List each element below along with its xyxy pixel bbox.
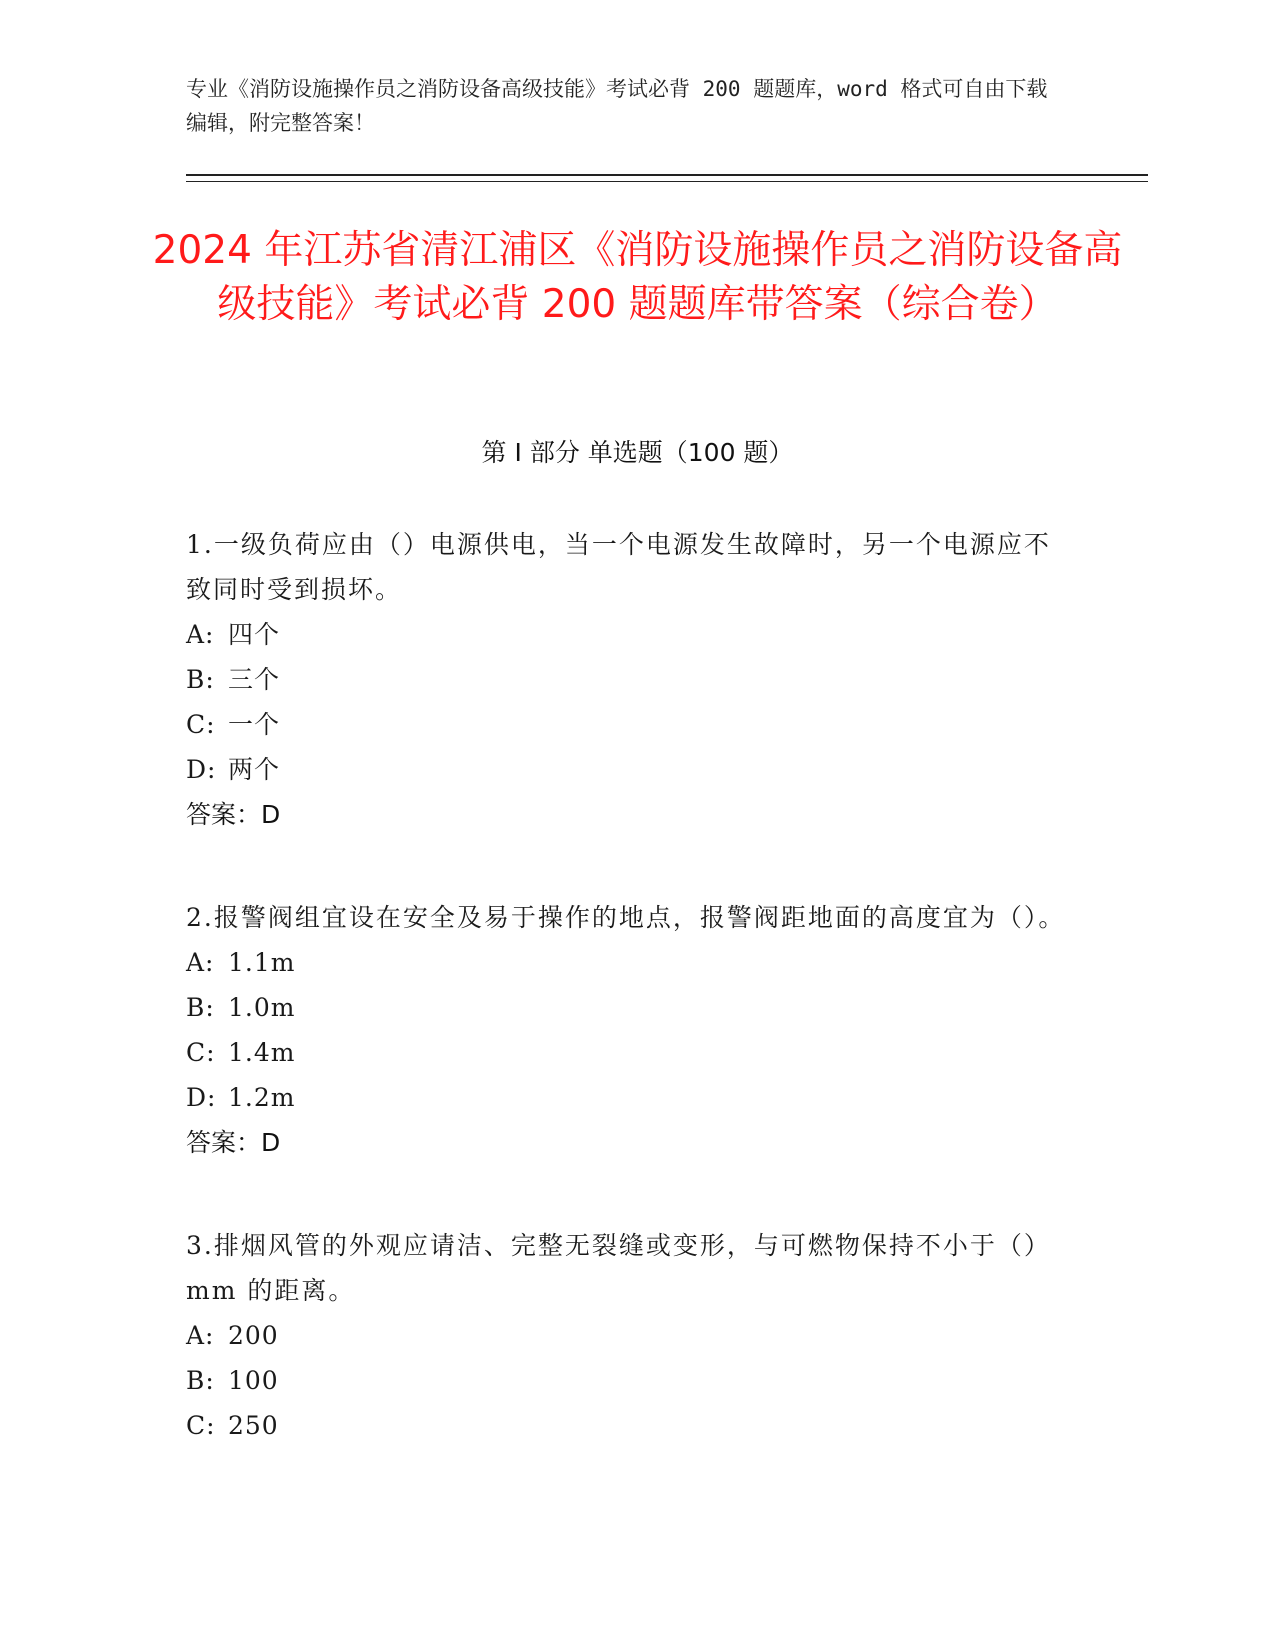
answer-option: [186, 940, 1066, 985]
answer-option: [186, 657, 1066, 702]
answer-line: 答案：D: [186, 800, 281, 829]
option-text: 一个: [228, 710, 281, 739]
option-text: 200: [228, 1321, 279, 1350]
question-block: [186, 522, 1066, 837]
section-title: 第 I 部分 单选题（100 题）: [481, 438, 794, 467]
answer-option: [186, 702, 1066, 747]
question-stem: 3.排烟风管的外观应请洁、完整无裂缝或变形，与可燃物保持不小于（）mm 的距离。: [186, 1231, 1051, 1305]
option-key: D:: [186, 755, 217, 784]
answer-option: [186, 747, 1066, 792]
option-text: 100: [228, 1366, 279, 1395]
option-key: A:: [186, 948, 215, 977]
header-divider-thin: [186, 181, 1148, 182]
option-text: 1.0m: [228, 993, 296, 1022]
option-key: B:: [186, 993, 215, 1022]
option-text: 1.4m: [228, 1038, 296, 1067]
header-note: 专业《消防设施操作员之消防设备高级技能》考试必背 200 题题库，word 格式可自由下载编辑，附完整答案！: [186, 77, 1048, 135]
option-text: 1.1m: [228, 948, 296, 977]
answer-option: [186, 612, 1066, 657]
option-text: 1.2m: [228, 1083, 296, 1112]
header-divider-thick: [186, 174, 1148, 176]
option-key: C:: [186, 1038, 216, 1067]
document-title: 2024 年江苏省清江浦区《消防设施操作员之消防设备高级技能》考试必背 200 题题库带答案（综合卷）: [152, 228, 1123, 327]
answer-option: [186, 1358, 1066, 1403]
option-key: A:: [186, 620, 215, 649]
answer-option: [186, 1030, 1066, 1075]
option-key: A:: [186, 1321, 215, 1350]
question-block: [186, 895, 1066, 1165]
option-text: 四个: [228, 620, 281, 649]
answer-option: [186, 1075, 1066, 1120]
option-key: D:: [186, 1083, 217, 1112]
option-text: 两个: [228, 755, 281, 784]
option-key: B:: [186, 1366, 215, 1395]
question-list: [186, 522, 1066, 1506]
option-text: 250: [228, 1411, 279, 1440]
answer-option: [186, 1313, 1066, 1358]
answer-option: [186, 1403, 1066, 1448]
answer-line: 答案：D: [186, 1128, 281, 1157]
option-key: B:: [186, 665, 215, 694]
option-key: C:: [186, 710, 216, 739]
answer-option: [186, 985, 1066, 1030]
question-stem: 1.一级负荷应由（）电源供电，当一个电源发生故障时，另一个电源应不致同时受到损坏。: [186, 530, 1051, 604]
question-block: [186, 1223, 1066, 1448]
option-key: C:: [186, 1411, 216, 1440]
question-stem: 2.报警阀组宜设在安全及易于操作的地点，报警阀距地面的高度宜为（）。: [186, 903, 1066, 932]
option-text: 三个: [228, 665, 281, 694]
